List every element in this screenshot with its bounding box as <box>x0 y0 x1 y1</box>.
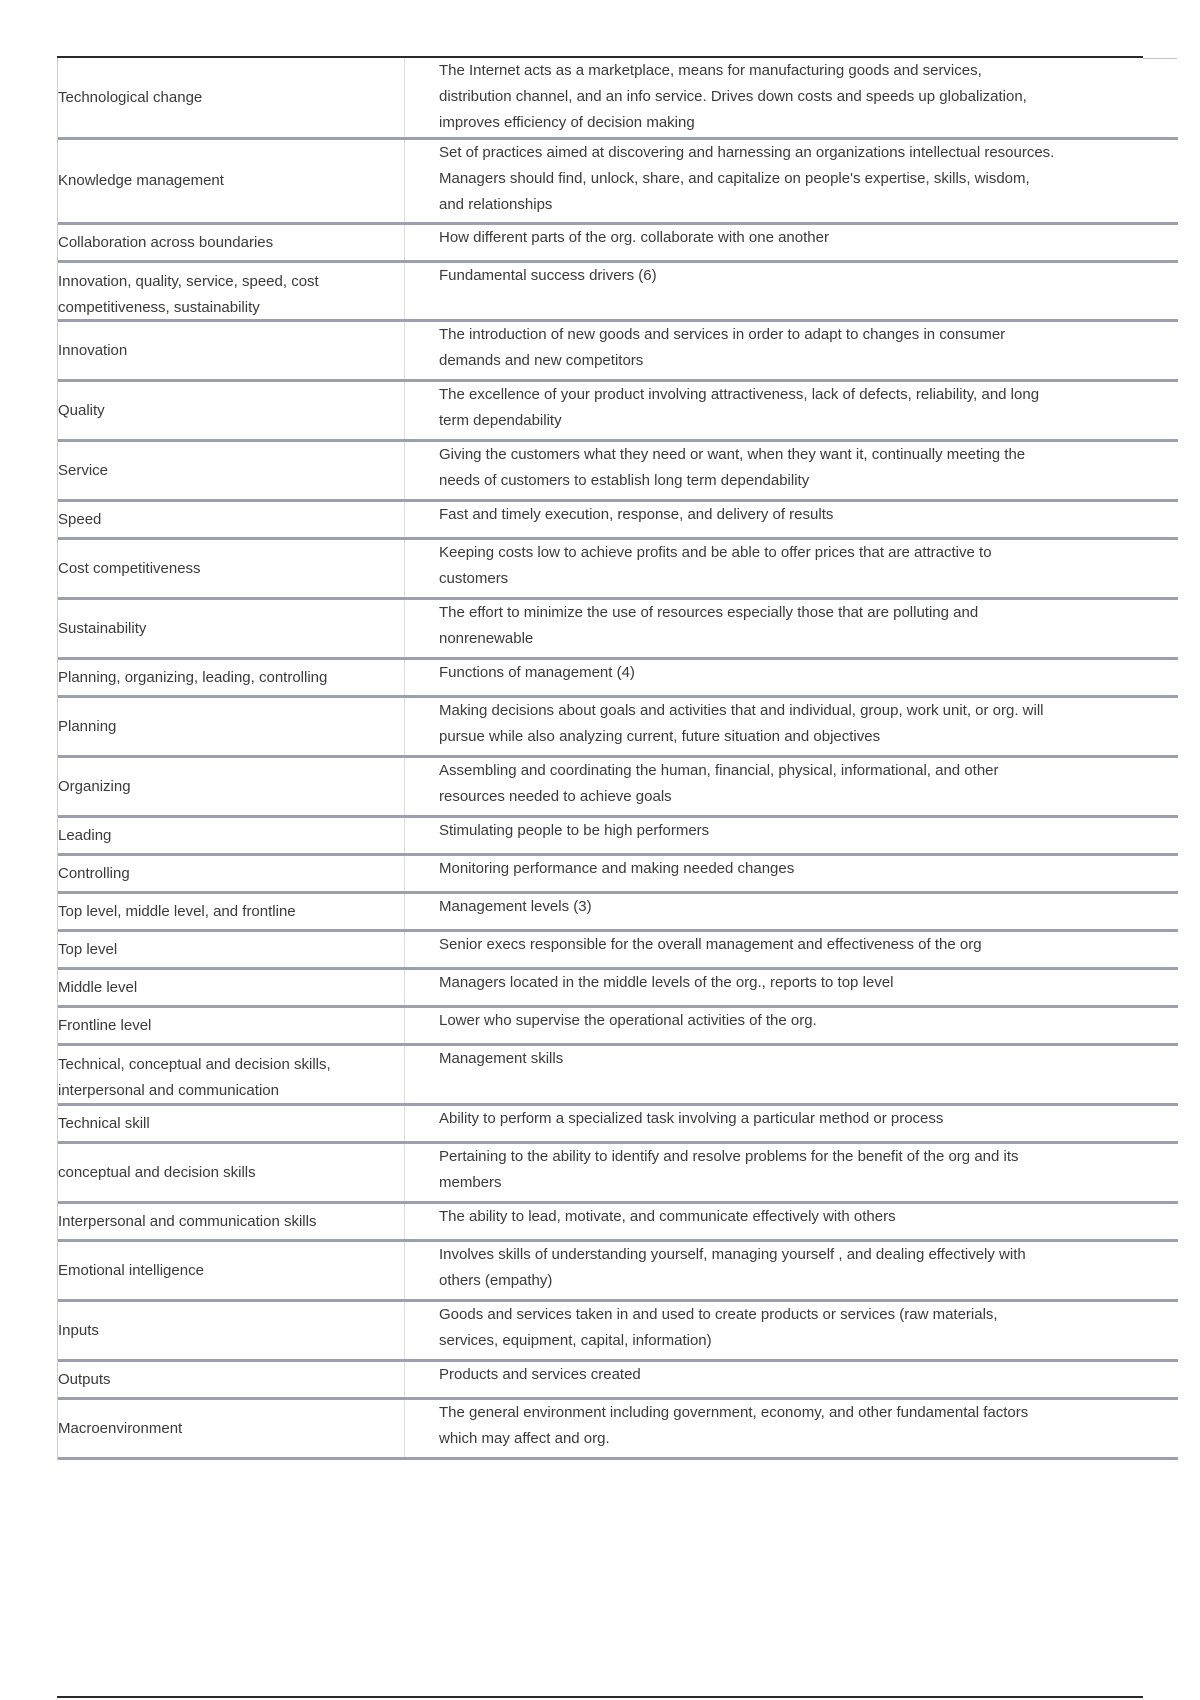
card-term <box>58 698 405 755</box>
page-bottom-rule <box>57 1696 1143 1698</box>
card-term-text: Technical, conceptual and decision skills, interpersonal and communication <box>58 1056 331 1099</box>
card-term-text: Collaboration across boundaries <box>58 233 274 251</box>
card-term-text: Top level <box>58 940 118 958</box>
card-term <box>58 225 405 260</box>
card-row <box>58 58 1178 140</box>
card-row <box>58 502 1178 540</box>
card-term-text: Sustainability <box>58 619 147 637</box>
card-term <box>58 1106 405 1141</box>
card-term-text: Knowledge management <box>58 172 224 189</box>
card-term <box>58 540 405 597</box>
card-term <box>58 382 405 439</box>
card-row <box>58 1144 1178 1204</box>
card-definition <box>405 1400 1178 1457</box>
card-definition <box>405 758 1178 815</box>
card-term-text: Cost competitiveness <box>58 559 201 577</box>
card-term-text: Top level, middle level, and frontline <box>58 902 296 920</box>
card-term <box>58 856 405 891</box>
card-definition <box>405 540 1178 597</box>
card-term-text: Quality <box>58 401 105 419</box>
card-definition-text: Ability to perform a specialized task involving a particular method or process <box>439 1110 944 1127</box>
card-term-text: Technological change <box>58 88 203 106</box>
card-definition <box>405 1008 1178 1043</box>
card-term-text: Planning, organizing, leading, controlling <box>58 668 328 686</box>
card-definition-text: Monitoring performance and making needed changes <box>439 860 795 877</box>
card-definition-text: Lower who supervise the operational activities of the org. <box>439 1012 817 1029</box>
card-definition-text: The introduction of new goods and services in order to adapt to changes in consumer demands and new competitors <box>439 326 1006 369</box>
card-definition <box>405 322 1178 379</box>
card-definition-text: Assembling and coordinating the human, financial, physical, informational, and other resources needed to achieve goals <box>439 762 999 805</box>
card-definition-text: Senior execs responsible for the overall management and effectiveness of the org <box>439 936 982 953</box>
card-definition <box>405 894 1178 929</box>
card-term <box>58 1046 405 1103</box>
card-term <box>58 1144 405 1201</box>
card-row <box>58 322 1178 382</box>
card-term-text: Middle level <box>58 978 138 996</box>
card-term-text: Emotional intelligence <box>58 1261 204 1279</box>
card-term-text: Innovation, quality, service, speed, cost competitiveness, sustainability <box>58 273 319 316</box>
card-row <box>58 970 1178 1008</box>
card-definition-text: Set of practices aimed at discovering and harnessing an organizations intellectual resources. Managers should find, unlock, share, and capitalize on people's expertise, skills, wisdom, and relationships <box>439 144 1055 213</box>
card-term <box>58 140 405 222</box>
card-term-text: Inputs <box>58 1321 99 1339</box>
card-definition <box>405 1204 1178 1239</box>
card-definition-text: Goods and services taken in and used to create products or services (raw materials, services, equipment, capital, information) <box>439 1306 998 1349</box>
card-row <box>58 140 1178 225</box>
card-definition-text: Functions of management (4) <box>439 664 635 681</box>
card-term-text: Service <box>58 461 109 479</box>
card-term-text: Frontline level <box>58 1016 152 1034</box>
card-definition-text: Management skills <box>439 1050 564 1067</box>
card-definition-text: Management levels (3) <box>439 898 592 915</box>
card-definition <box>405 1362 1178 1397</box>
card-term-text: Innovation <box>58 341 128 359</box>
card-term <box>58 1204 405 1239</box>
card-definition <box>405 856 1178 891</box>
card-definition-text: The ability to lead, motivate, and communicate effectively with others <box>439 1208 896 1225</box>
card-term-text: conceptual and decision skills <box>58 1163 256 1181</box>
card-term <box>58 1362 405 1397</box>
card-definition-text: Products and services created <box>439 1366 641 1383</box>
card-definition-text: The effort to minimize the use of resources especially those that are polluting and nonrenewable <box>439 604 979 647</box>
card-definition <box>405 1046 1178 1103</box>
card-term-text: Outputs <box>58 1370 111 1388</box>
card-row <box>58 382 1178 442</box>
card-term-text: Organizing <box>58 777 131 795</box>
card-term-text: Leading <box>58 826 112 844</box>
card-term <box>58 660 405 695</box>
card-row <box>58 442 1178 502</box>
card-row <box>58 1008 1178 1046</box>
card-row <box>58 1362 1178 1400</box>
card-term <box>58 502 405 537</box>
card-row <box>58 856 1178 894</box>
card-definition <box>405 140 1178 222</box>
card-definition-text: Managers located in the middle levels of the org., reports to top level <box>439 974 894 991</box>
card-definition-text: Keeping costs low to achieve profits and be able to offer prices that are attractive to customers <box>439 544 992 587</box>
card-row <box>58 758 1178 818</box>
card-term-text: Technical skill <box>58 1114 150 1132</box>
card-definition <box>405 1144 1178 1201</box>
card-definition <box>405 932 1178 967</box>
card-definition-text: Fundamental success drivers (6) <box>439 267 657 284</box>
card-term <box>58 58 405 137</box>
card-definition-text: How different parts of the org. collaborate with one another <box>439 229 829 246</box>
card-term <box>58 894 405 929</box>
card-row <box>58 263 1178 322</box>
card-definition <box>405 818 1178 853</box>
card-term <box>58 1008 405 1043</box>
card-definition-text: Involves skills of understanding yourself, managing yourself , and dealing effectively with others (empathy) <box>439 1246 1026 1289</box>
flashcard-table <box>57 58 1178 1460</box>
card-row <box>58 932 1178 970</box>
card-term-text: Speed <box>58 510 102 528</box>
card-row <box>58 660 1178 698</box>
card-term <box>58 322 405 379</box>
card-row <box>58 1242 1178 1302</box>
card-definition <box>405 263 1178 319</box>
card-term <box>58 442 405 499</box>
card-definition-text: Making decisions about goals and activities that and individual, group, work unit, or org. will pursue while also analyzing current, future situation and objectives <box>439 702 1044 745</box>
card-row <box>58 698 1178 758</box>
card-row <box>58 600 1178 660</box>
card-row <box>58 1400 1178 1460</box>
card-definition <box>405 225 1178 260</box>
card-row <box>58 818 1178 856</box>
card-row <box>58 894 1178 932</box>
card-term <box>58 600 405 657</box>
card-term-text: Macroenvironment <box>58 1419 183 1437</box>
card-definition <box>405 600 1178 657</box>
card-term-text: Controlling <box>58 864 130 882</box>
card-term <box>58 758 405 815</box>
card-definition <box>405 970 1178 1005</box>
card-term <box>58 1302 405 1359</box>
card-row <box>58 1204 1178 1242</box>
card-definition-text: The excellence of your product involving attractiveness, lack of defects, reliability, and long term dependability <box>439 386 1040 429</box>
card-definition-text: The Internet acts as a marketplace, means for manufacturing goods and services, distribution channel, and an info service. Drives down costs and speeds up globalization, improves efficiency of decision making <box>439 62 1027 131</box>
card-definition <box>405 442 1178 499</box>
card-term <box>58 932 405 967</box>
card-term-text: Interpersonal and communication skills <box>58 1212 317 1230</box>
card-definition <box>405 698 1178 755</box>
card-definition-text: Stimulating people to be high performers <box>439 822 710 839</box>
card-definition <box>405 1106 1178 1141</box>
card-term <box>58 970 405 1005</box>
card-definition-text: Giving the customers what they need or want, when they want it, continually meeting the needs of customers to establish long term dependability <box>439 446 1026 489</box>
card-definition <box>405 502 1178 537</box>
card-row <box>58 540 1178 600</box>
card-row <box>58 1302 1178 1362</box>
card-definition-text: The general environment including government, economy, and other fundamental factors which may affect and org. <box>439 1404 1029 1447</box>
card-term <box>58 1242 405 1299</box>
card-definition <box>405 382 1178 439</box>
card-definition <box>405 1242 1178 1299</box>
card-definition <box>405 660 1178 695</box>
card-term-text: Planning <box>58 717 117 735</box>
card-row <box>58 1046 1178 1106</box>
card-term <box>58 263 405 319</box>
card-definition <box>405 1302 1178 1359</box>
card-term <box>58 1400 405 1457</box>
card-definition <box>405 58 1178 137</box>
card-row <box>58 225 1178 263</box>
card-row <box>58 1106 1178 1144</box>
card-definition-text: Pertaining to the ability to identify and resolve problems for the benefit of the org and its members <box>439 1148 1019 1191</box>
card-term <box>58 818 405 853</box>
card-definition-text: Fast and timely execution, response, and delivery of results <box>439 506 834 523</box>
